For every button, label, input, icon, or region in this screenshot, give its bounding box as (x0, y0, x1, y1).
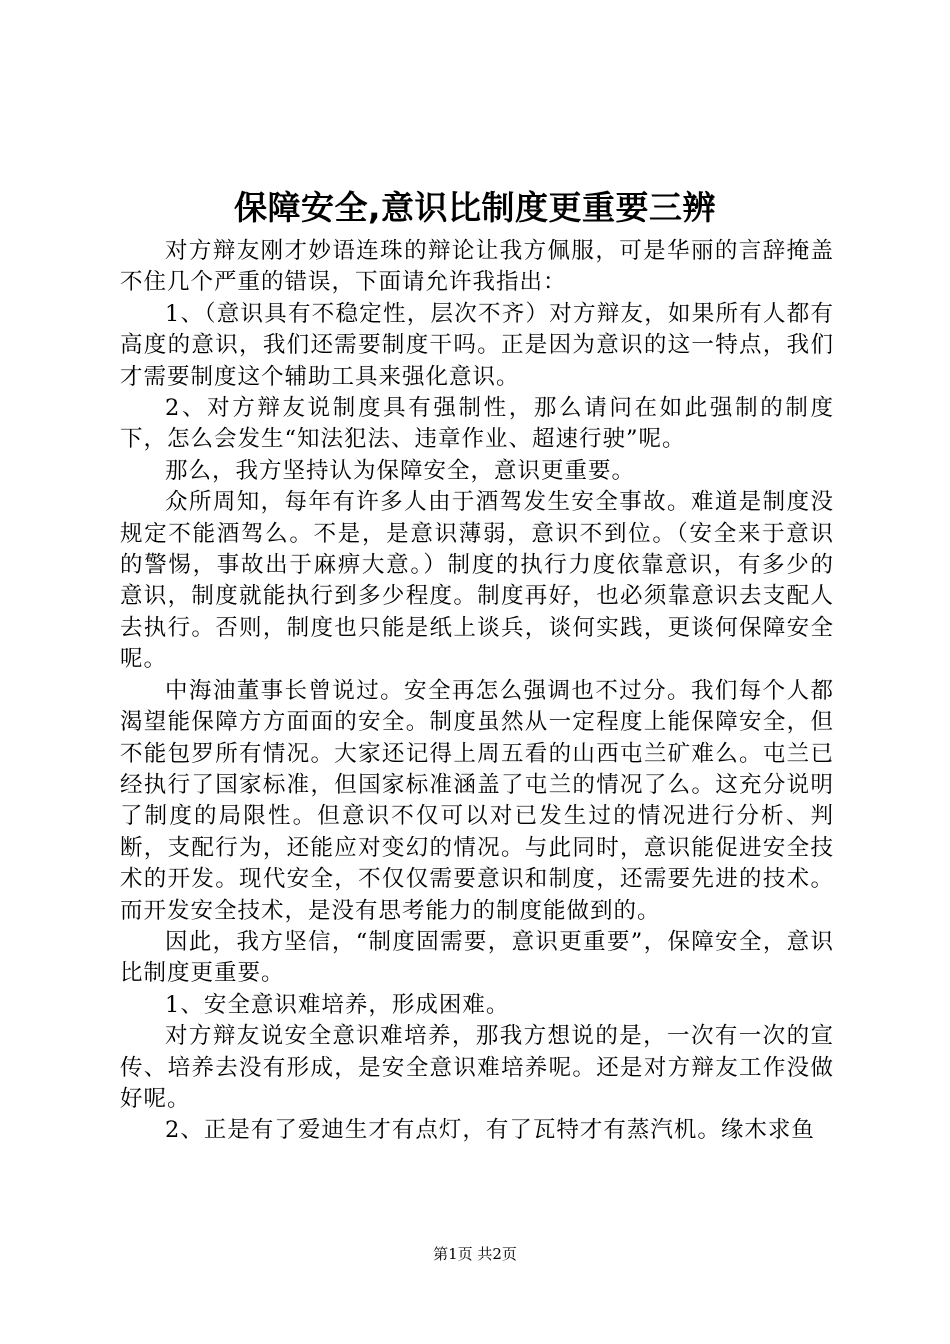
paragraph: 众所周知，每年有许多人由于酒驾发生安全事故。难道是制度没规定不能酒驾么。不是，是意识薄弱，意识不到位。（安全来于意识的警惕，事故出于麻痹大意。）制度的执行力度依靠意识，有多少的意识，制度就能执行到多少程度。制度再好，也必须靠意识去支配人去执行。否则，制度也只能是纸上谈兵，谈何实践，更谈何保障安全呢。 (120, 489, 834, 673)
paragraph: 对方辩友刚才妙语连珠的辩论让我方佩服，可是华丽的言辞掩盖不住几个严重的错误，下面请允许我指出： (120, 238, 834, 296)
paragraph: 2、正是有了爱迪生才有点灯，有了瓦特才有蒸汽机。缘木求鱼 (165, 1117, 815, 1144)
paragraph: 对方辩友说安全意识难培养，那我方想说的是，一次有一次的宣传、培养去没有形成，是安全意识难培养呢。还是对方辩友工作没做好呢。 (120, 1023, 834, 1112)
page-footer: 第1页 共2页 (433, 1245, 517, 1263)
paragraph: 中海油董事长曾说过。安全再怎么强调也不过分。我们每个人都渴望能保障方方面面的安全。制度虽然从一定程度上能保障安全，但不能包罗所有情况。大家还记得上周五看的山西屯兰矿难么。屯兰已经执行了国家标准，但国家标准涵盖了屯兰的情况了么。这充分说明了制度的局限性。但意识不仅可以对已发生过的情况进行分析、判断，支配行为，还能应对变幻的情况。与此同时，意识能促进安全技术的开发。现代安全，不仅仅需要意识和制度，还需要先进的技术。而开发安全技术，是没有思考能力的制度能做到的。 (120, 677, 834, 924)
paragraph: 1、（意识具有不稳定性，层次不齐）对方辩友，如果所有人都有高度的意识，我们还需要制度干吗。正是因为意识的这一特点，我们才需要制度这个辅助工具来强化意识。 (120, 300, 834, 390)
paragraph: 1、安全意识难培养，形成困难。 (165, 991, 510, 1018)
paragraph: 2、对方辩友说制度具有强制性，那么请问在如此强制的制度下，怎么会发生“知法犯法、违章作业、超速行驶”呢。 (120, 395, 834, 453)
paragraph: 因此，我方坚信，“制度固需要，意识更重要”，保障安全，意识比制度更重要。 (120, 928, 834, 987)
document-title: 保障安全,意识比制度更重要三辨 (233, 188, 717, 227)
document-body (120, 236, 834, 1147)
paragraph: 那么，我方坚持认为保障安全，意识更重要。 (165, 457, 636, 484)
